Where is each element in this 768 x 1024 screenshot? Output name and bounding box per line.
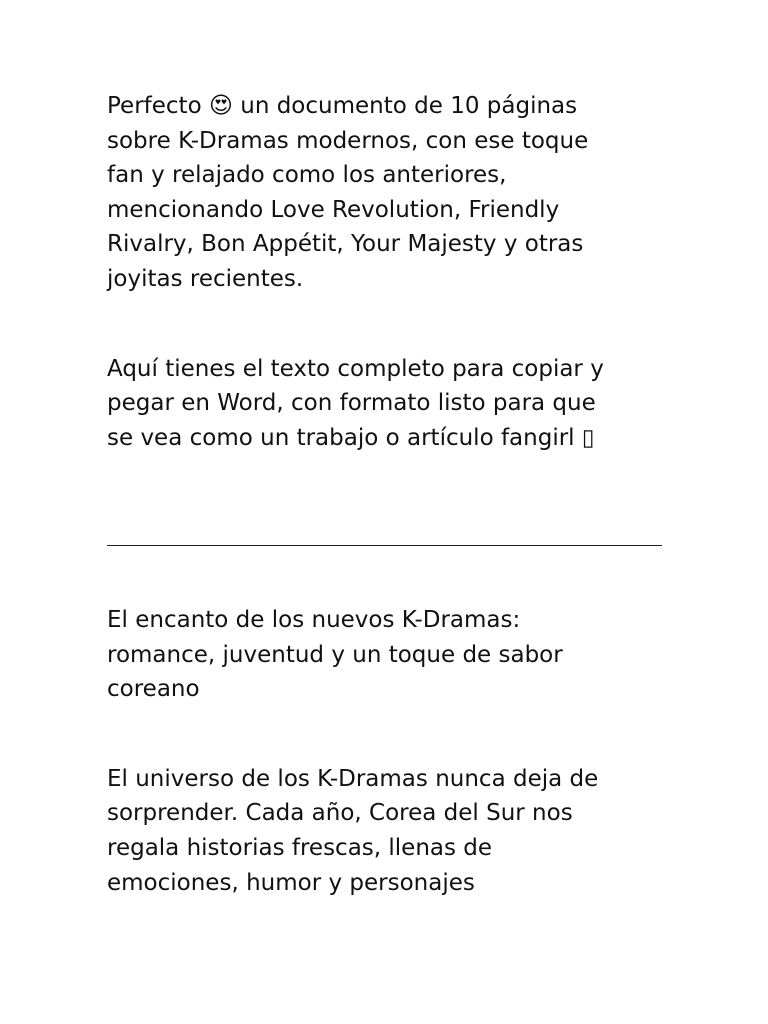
horizontal-divider xyxy=(107,545,662,546)
article-title: El encanto de los nuevos K-Dramas: romance, juventud y un toque de sabor coreano xyxy=(107,607,563,703)
intro-paragraph: Perfecto 😍 un documento de 10 páginas sobre K-Dramas modernos, con ese toque fan y relajado como los anteriores, mencionando Love Revolution, Friendly Rivalry, Bon Appétit, Your Majesty y otras joyitas recientes. xyxy=(107,93,589,292)
instructions-paragraph: Aquí tienes el texto completo para copiar y pegar en Word, con formato listo para que se vea como un trabajo o artículo fangirl ▯ xyxy=(107,355,604,451)
article-body-paragraph: El universo de los K-Dramas nunca deja de sorprender. Cada año, Corea del Sur nos regala historias frescas, llenas de emociones, humor y personajes xyxy=(107,765,599,896)
intro-section xyxy=(107,89,662,455)
article-section xyxy=(107,603,662,900)
